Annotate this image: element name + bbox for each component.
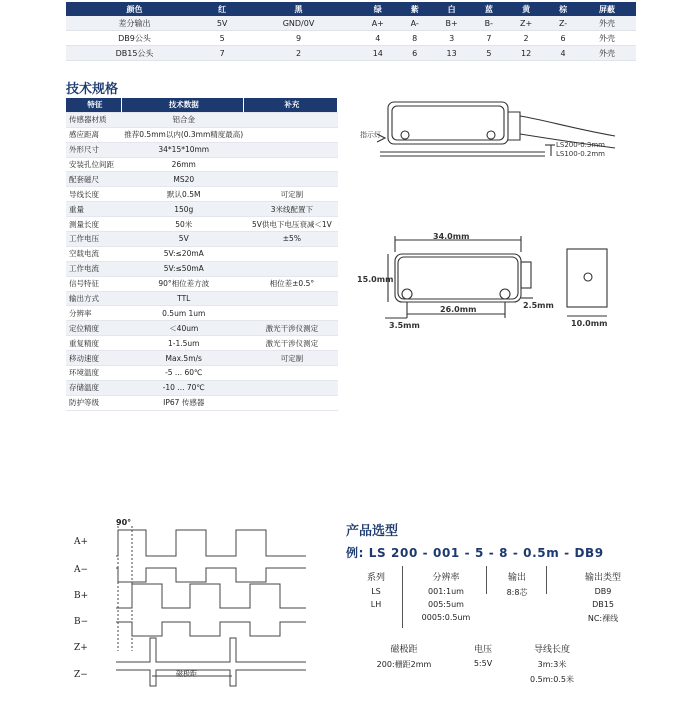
spec-row [66,261,338,276]
spec-feature-cell: 测量长度 [66,217,121,232]
spec-note-cell: 3米线配置下 [243,202,337,217]
spec-feature-cell: 分辨率 [66,306,121,321]
spec-note-cell: 可定制 [243,187,337,202]
spec-feature-cell: 信号特征 [66,276,121,291]
spec-row [66,336,338,351]
spec-row [66,142,338,157]
selection-col-head: 系列 [366,573,385,583]
spec-row [66,232,338,247]
spec-value-cell: 5V:≤50mA [121,261,243,276]
spec-row [66,217,338,232]
spec-row [66,172,338,187]
ls100-gap-label: LS100-0.2mm [556,150,605,158]
spec-row [66,306,338,321]
table-cell: 4 [548,46,578,61]
spec-header-cell: 技术数据 [121,98,243,112]
table-cell: 差分输出 [66,16,203,31]
side-block-outline [567,249,607,307]
selection-col-item: 0.5m:0.5米 [530,675,574,684]
spec-row [66,366,338,381]
signal-z-plus-trace [116,638,306,662]
table-cell: DB9公头 [66,31,203,46]
spec-feature-cell: 输出方式 [66,291,121,306]
pole-pitch-label: 磁极距 [176,670,197,678]
table-cell: GND/0V [241,16,355,31]
selection-col-head: 输出 [507,573,526,583]
table-cell: 3 [430,31,474,46]
wire-color-row [66,16,636,31]
selection-col-item: 3m:3米 [537,660,567,669]
spec-header-cell: 补充 [243,98,337,112]
spec-value-cell: -5 ... 60℃ [121,366,243,381]
spec-feature-cell: 环境温度 [66,366,121,381]
spec-value-cell: 90°相位差方波 [121,276,243,291]
spec-feature-cell: 重复精度 [66,336,121,351]
wire-color-table [66,2,636,61]
table-cell: 7 [474,31,504,46]
spec-feature-cell: 移动速度 [66,351,121,366]
spec-row [66,187,338,202]
side-view-drawing [355,90,625,170]
selection-col-item: 8:8芯 [506,588,528,597]
spec-value-cell: 150g [121,202,243,217]
selection-col-output-type [572,570,634,624]
signal-b-minus-trace [116,622,306,636]
table-cell: 7 [203,46,241,61]
spec-value-cell: 1-1.5um [121,336,243,351]
spec-feature-cell: 导线长度 [66,187,121,202]
spec-row [66,321,338,336]
selection-col-item: DB15 [592,600,614,609]
selection-title: 产品选型 [346,524,399,539]
height-dim-label: 15.0mm [357,275,394,284]
table-cell: 2 [504,31,548,46]
table-cell: A- [400,16,430,31]
spec-feature-cell: 防护等级 [66,395,121,410]
signal-a-plus-trace [116,530,306,556]
spec-row [66,380,338,395]
spec-feature-cell: 空载电流 [66,246,121,261]
table-cell: 13 [430,46,474,61]
selection-col-resolution [410,570,482,622]
spec-value-cell: MS20 [121,172,243,187]
spec-feature-cell: 工作电压 [66,232,121,247]
table-cell: 5V [203,16,241,31]
spec-note-cell [243,172,337,187]
header-cell: 红 [203,2,241,16]
signal-label-z-minus: Z− [74,670,88,680]
spec-note-cell [243,142,337,157]
table-cell: 外壳 [578,46,636,61]
spec-note-cell: 激光干涉仪测定 [243,321,337,336]
column-separator [546,566,547,594]
table-cell: Z+ [504,16,548,31]
signal-z-minus-trace [116,670,306,686]
signal-b-plus-trace [116,584,306,608]
selection-col-head: 导线长度 [533,645,570,655]
spec-value-cell: 50米 [121,217,243,232]
column-separator [402,566,403,628]
spec-note-cell: 5V供电下电压衰减＜1V [243,217,337,232]
header-cell: 蓝 [474,2,504,16]
header-cell: 绿 [356,2,400,16]
header-cell: 黑 [241,2,355,16]
spec-feature-cell: 定位精度 [66,321,121,336]
signal-a-minus-trace [116,568,306,582]
side-block-hole [584,273,592,281]
small-dim-label: 2.5mm [523,301,554,310]
table-cell: B- [474,16,504,31]
spec-note-cell [243,366,337,381]
spec-row [66,157,338,172]
table-cell: 外壳 [578,16,636,31]
front-cable-block [521,262,531,288]
spec-value-cell: IP67 传感器 [121,395,243,410]
selection-example: 例: LS 200 - 001 - 5 - 8 - 0.5m - DB9 [346,546,604,560]
spec-note-cell [243,246,337,261]
selection-col-cable [520,642,584,685]
spec-note-cell [243,395,337,410]
front-body-outline [395,254,521,302]
header-cell: 屏蔽 [578,2,636,16]
spec-row [66,291,338,306]
selection-col-item: 001:1um [428,587,464,596]
mount-hole-right [487,131,495,139]
selection-col-pole [368,642,440,670]
spec-feature-cell: 传感器材质 [66,112,121,127]
table-cell: 8 [400,31,430,46]
spec-note-cell [243,291,337,306]
table-cell: 外壳 [578,31,636,46]
signal-label-a-minus: A− [74,565,89,575]
header-cell: 紫 [400,2,430,16]
spec-value-cell: 5V [121,232,243,247]
selection-col-head: 磁极距 [390,645,418,655]
ls200-gap-label: LS200-0.3mm [556,141,605,149]
selection-col-item: NC:裸线 [587,614,619,623]
wire-color-row [66,46,636,61]
spec-note-cell: 可定制 [243,351,337,366]
selection-col-head: 输出类型 [584,573,621,583]
table-cell: 14 [356,46,400,61]
indicator-label: 指示灯 [360,131,381,139]
waveform-diagram [66,516,316,692]
spec-value-cell: TTL [121,291,243,306]
table-cell: 12 [504,46,548,61]
front-view-drawing [355,232,630,332]
selection-col-head: 电压 [473,645,492,655]
spec-feature-cell: 配套磁尺 [66,172,121,187]
cable-outlet [508,112,520,140]
selection-col-item: LH [370,600,382,609]
signal-label-a-plus: A+ [74,537,89,547]
spec-value-cell: 5V:≤20mA [121,246,243,261]
selection-col-item: 005:5um [428,600,464,609]
selection-col-output [490,570,544,598]
selection-col-item: 5:5V [473,659,493,668]
spec-feature-cell: 感应距离 [66,127,121,142]
spec-row [66,246,338,261]
spec-feature-cell: 重量 [66,202,121,217]
spec-note-cell: ±5% [243,232,337,247]
table-cell: A+ [356,16,400,31]
length-dim-label: 34.0mm [433,232,470,241]
selection-col-item: 200:栅距2mm [376,660,432,669]
spec-header-row [66,98,338,112]
spec-note-cell [243,157,337,172]
spec-feature-cell: 存储温度 [66,380,121,395]
spec-feature-cell: 安装孔位间距 [66,157,121,172]
table-cell: 4 [356,31,400,46]
header-cell: 颜色 [66,2,203,16]
spec-row [66,276,338,291]
spec-note-cell [243,127,337,142]
spec-value-cell: 推荐0.5mm以内(0.3mm精度最高) [121,127,243,142]
spec-value-cell: 0.5um 1um [121,306,243,321]
sensor-body-outline [388,102,508,144]
spec-value-cell: 默认0.5M [121,187,243,202]
wire-color-row [66,31,636,46]
table-cell: 6 [400,46,430,61]
phase-label: 90° [116,518,132,527]
table-cell: B+ [430,16,474,31]
table-cell: DB15公头 [66,46,203,61]
spec-value-cell: 26mm [121,157,243,172]
hole-dim-label: 26.0mm [440,305,477,314]
spec-header-cell: 特征 [66,98,121,112]
column-separator [486,566,487,594]
table-cell: 5 [474,46,504,61]
spec-note-cell: 激光干涉仪测定 [243,336,337,351]
spec-feature-cell: 工作电流 [66,261,121,276]
spec-note-cell [243,112,337,127]
header-cell: 黄 [504,2,548,16]
spec-value-cell: ＜40um [121,321,243,336]
spec-note-cell [243,306,337,321]
spec-value-cell: 铝合金 [121,112,243,127]
spec-row [66,112,338,127]
signal-label-b-minus: B− [74,617,89,627]
table-cell: 2 [241,46,355,61]
spec-section-title: 技术规格 [66,82,119,97]
offset-dim-label: 3.5mm [389,321,420,330]
signal-label-b-plus: B+ [74,591,89,601]
spec-value-cell: 34*15*10mm [121,142,243,157]
selection-col-series [350,570,402,609]
table-cell: 6 [548,31,578,46]
selection-col-voltage [460,642,506,668]
spec-value-cell: -10 ... 70℃ [121,380,243,395]
table-cell: 5 [203,31,241,46]
spec-note-cell: 相位差±0.5° [243,276,337,291]
spec-table [66,98,338,411]
selection-col-head: 分辨率 [432,573,460,583]
spec-value-cell: Max.5m/s [121,351,243,366]
table-cell: 9 [241,31,355,46]
front-hole-right [500,289,510,299]
spec-note-cell [243,380,337,395]
selection-col-item: DB9 [594,587,612,596]
spec-note-cell [243,261,337,276]
signal-label-z-plus: Z+ [74,643,88,653]
front-hole-left [402,289,412,299]
cable-upper [520,116,615,136]
spec-row [66,127,338,142]
selection-col-item: 0005:0.5um [421,613,471,622]
spec-feature-cell: 外形尺寸 [66,142,121,157]
spec-row [66,395,338,410]
spec-row [66,202,338,217]
spec-row [66,351,338,366]
table-cell: Z- [548,16,578,31]
selection-col-item: LS [371,587,381,596]
width-dim-label: 10.0mm [571,319,608,328]
mount-hole-left [401,131,409,139]
header-cell: 白 [430,2,474,16]
wire-color-header-row [66,2,636,16]
header-cell: 棕 [548,2,578,16]
